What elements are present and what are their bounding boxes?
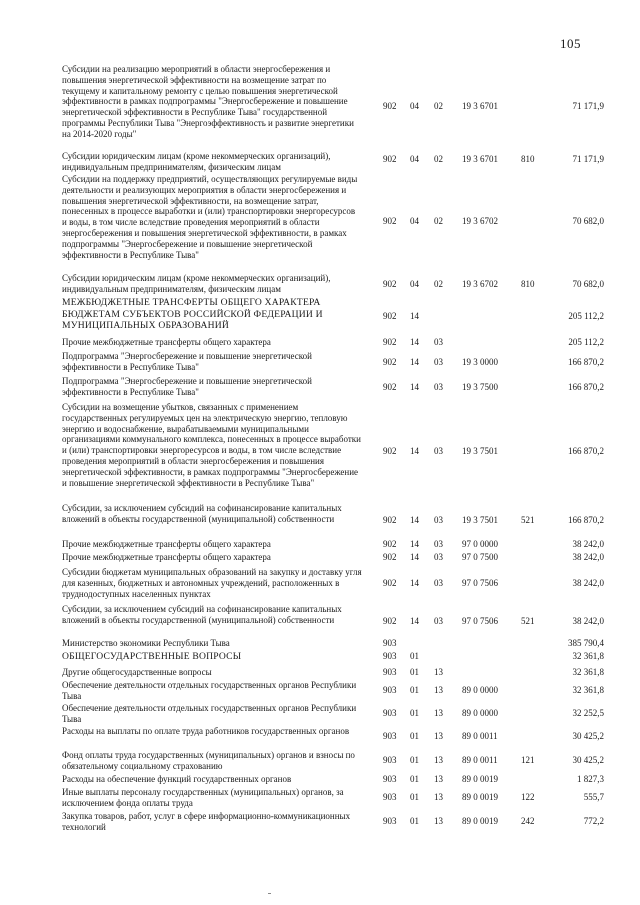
section-code: 14	[410, 357, 419, 367]
ved-code: 902	[383, 515, 397, 525]
row-description: Субсидии на возмещение убытков, связанных с применением государственных регулируемых цен на электрическую энергию, тепловую энергию и водоснабжение, вырабатываемыми муниципальными организациями коммунального комплекса, понесенных в процессе выработки и (или) транспортировки энергоресурсов и воды, в том числе вследствие проведения мероприятий в области энергосбережения и повышения энергетической эффективности, в рамках подпрограммы "Энергосбережение и повышение энергетической эффективности в Республике Тыва"	[62, 402, 361, 488]
amount: 32 361,8	[572, 651, 604, 661]
target-article-code: 97 0 7506	[462, 578, 498, 588]
amount: 1 827,3	[577, 774, 604, 784]
target-article-code: 89 0 0019	[462, 774, 498, 784]
target-article-code: 19 3 6702	[462, 279, 498, 289]
amount: 772,2	[583, 816, 604, 826]
expense-type-code: 521	[521, 616, 535, 626]
ved-code: 902	[383, 216, 397, 226]
ved-code: 902	[383, 578, 397, 588]
expense-type-code: 242	[521, 816, 535, 826]
amount: 166 870,2	[568, 515, 604, 525]
section-code: 01	[410, 708, 419, 718]
expense-type-code: 521	[521, 515, 535, 525]
table-row	[0, 638, 640, 650]
amount: 205 112,2	[568, 311, 604, 321]
ved-code: 903	[383, 708, 397, 718]
table-row	[0, 651, 640, 665]
subsection-code: 03	[434, 515, 443, 525]
table-row	[0, 552, 640, 564]
table-row	[0, 297, 640, 335]
subsection-code: 02	[434, 216, 443, 226]
subsection-code: 13	[434, 731, 443, 741]
target-article-code: 19 3 7501	[462, 515, 498, 525]
section-code: 01	[410, 651, 419, 661]
subsection-code: 03	[434, 616, 443, 626]
section-code: 14	[410, 539, 419, 549]
table-row	[0, 787, 640, 809]
target-article-code: 89 0 0011	[462, 755, 498, 765]
target-article-code: 97 0 7506	[462, 616, 498, 626]
target-article-code: 89 0 0000	[462, 685, 498, 695]
section-code: 04	[410, 279, 419, 289]
amount: 30 425,2	[572, 755, 604, 765]
scan-speck	[268, 893, 271, 894]
section-code: 14	[410, 311, 419, 321]
row-description: Другие общегосударственные вопросы	[62, 667, 212, 677]
ved-code: 902	[383, 552, 397, 562]
table-row	[0, 726, 640, 748]
row-description: Подпрограмма "Энергосбережение и повышение энергетической эффективности в Республике Тыва"	[62, 351, 312, 372]
target-article-code: 19 3 0000	[462, 357, 498, 367]
subsection-code: 02	[434, 101, 443, 111]
amount: 385 790,4	[568, 638, 604, 648]
row-description: Прочие межбюджетные трансферты общего характера	[62, 552, 271, 562]
amount: 38 242,0	[572, 552, 604, 562]
row-description: Министерство экономики Республики Тыва	[62, 638, 230, 648]
row-description: Прочие межбюджетные трансферты общего характера	[62, 337, 271, 347]
subsection-code: 13	[434, 816, 443, 826]
subsection-code: 13	[434, 774, 443, 784]
row-description: Фонд оплаты труда государственных (муниципальных) органов и взносы по обязательному социальному страхованию	[62, 750, 355, 771]
ved-code: 903	[383, 651, 397, 661]
row-description: Обеспечение деятельности отдельных государственных органов Республики Тыва	[62, 703, 357, 724]
section-code: 14	[410, 578, 419, 588]
table-row	[0, 64, 640, 148]
section-code: 14	[410, 552, 419, 562]
table-row	[0, 376, 640, 398]
table-row	[0, 811, 640, 833]
subsection-code: 02	[434, 154, 443, 164]
table-row	[0, 703, 640, 725]
target-article-code: 19 3 6701	[462, 154, 498, 164]
ved-code: 903	[383, 774, 397, 784]
section-code: 04	[410, 101, 419, 111]
subsection-code: 13	[434, 708, 443, 718]
ved-code: 902	[383, 616, 397, 626]
row-description: ОБЩЕГОСУДАРСТВЕННЫЕ ВОПРОСЫ	[62, 651, 242, 662]
table-row	[0, 337, 640, 349]
amount: 32 361,8	[572, 667, 604, 677]
target-article-code: 19 3 7500	[462, 382, 498, 392]
ved-code: 902	[383, 382, 397, 392]
amount: 205 112,2	[568, 337, 604, 347]
table-row	[0, 667, 640, 679]
row-description: Субсидии, за исключением субсидий на софинансирование капитальных вложений в объекты государственной (муниципальной) собственности	[62, 503, 342, 524]
row-description: Расходы на выплаты по оплате труда работников государственных органов	[62, 726, 350, 736]
section-code: 14	[410, 382, 419, 392]
ved-code: 902	[383, 154, 397, 164]
amount: 70 682,0	[572, 279, 604, 289]
section-code: 01	[410, 816, 419, 826]
table-row	[0, 351, 640, 373]
amount: 166 870,2	[568, 446, 604, 456]
subsection-code: 02	[434, 279, 443, 289]
section-code: 14	[410, 446, 419, 456]
table-row	[0, 539, 640, 551]
subsection-code: 03	[434, 539, 443, 549]
target-article-code: 97 0 0000	[462, 539, 498, 549]
section-code: 14	[410, 616, 419, 626]
subsection-code: 13	[434, 792, 443, 802]
row-description: Субсидии на поддержку предприятий, осуществляющих регулируемые виды деятельности и реализующих мероприятия в области энергосбережения и повышения энергетической эффективности, на возмещение затрат, понесенных в процессе выработки и (или) транспортировки энергоресурсов и воды, в том числе вследствие проведения мероприятий в области энергосбережения и повышения энергетической эффективности, в рамках подпрограммы "Энергосбережение и повышение энергетической эффективности в Республике Тыва"	[62, 174, 358, 260]
section-code: 04	[410, 216, 419, 226]
table-row	[0, 567, 640, 601]
ved-code: 903	[383, 816, 397, 826]
row-description: Прочие межбюджетные трансферты общего характера	[62, 539, 271, 549]
ved-code: 902	[383, 311, 397, 321]
ved-code: 902	[383, 337, 397, 347]
amount: 38 242,0	[572, 539, 604, 549]
ved-code: 902	[383, 446, 397, 456]
expense-type-code: 810	[521, 154, 535, 164]
section-code: 14	[410, 337, 419, 347]
amount: 71 171,9	[572, 154, 604, 164]
subsection-code: 03	[434, 578, 443, 588]
row-description: Подпрограмма "Энергосбережение и повышение энергетической эффективности в Республике Тыва"	[62, 376, 312, 397]
section-code: 01	[410, 774, 419, 784]
amount: 166 870,2	[568, 357, 604, 367]
subsection-code: 13	[434, 685, 443, 695]
row-description: Субсидии юридическим лицам (кроме некоммерческих организаций), индивидуальным предпринимателям, физическим лицам	[62, 151, 331, 172]
amount: 32 361,8	[572, 685, 604, 695]
ved-code: 903	[383, 667, 397, 677]
ved-code: 903	[383, 685, 397, 695]
subsection-code: 13	[434, 667, 443, 677]
subsection-code: 03	[434, 552, 443, 562]
section-code: 04	[410, 154, 419, 164]
target-article-code: 89 0 0019	[462, 792, 498, 802]
subsection-code: 03	[434, 446, 443, 456]
section-code: 01	[410, 685, 419, 695]
amount: 71 171,9	[572, 101, 604, 111]
row-description: Расходы на обеспечение функций государственных органов	[62, 774, 292, 784]
row-description: Субсидии, за исключением субсидий на софинансирование капитальных вложений в объекты государственной (муниципальной) собственности	[62, 604, 342, 625]
row-description: Закупка товаров, работ, услуг в сфере информационно-коммуникационных технологий	[62, 811, 351, 832]
section-code: 01	[410, 731, 419, 741]
ved-code: 903	[383, 731, 397, 741]
ved-code: 902	[383, 539, 397, 549]
target-article-code: 19 3 6702	[462, 216, 498, 226]
table-row	[0, 774, 640, 786]
amount: 32 252,5	[572, 708, 604, 718]
subsection-code: 03	[434, 382, 443, 392]
target-article-code: 19 3 7501	[462, 446, 498, 456]
section-code: 01	[410, 755, 419, 765]
row-description: МЕЖБЮДЖЕТНЫЕ ТРАНСФЕРТЫ ОБЩЕГО ХАРАКТЕРА БЮДЖЕТАМ СУБЪЕКТОВ РОССИЙСКОЙ ФЕДЕРАЦИИ И МУНИЦИПАЛЬНЫХ ОБРАЗОВАНИЙ	[62, 297, 323, 332]
target-article-code: 89 0 0011	[462, 731, 498, 741]
table-row	[0, 402, 640, 502]
subsection-code: 13	[434, 755, 443, 765]
amount: 38 242,0	[572, 616, 604, 626]
section-code: 01	[410, 667, 419, 677]
amount: 38 242,0	[572, 578, 604, 588]
table-row	[0, 750, 640, 772]
table-row	[0, 151, 640, 173]
expense-type-code: 810	[521, 279, 535, 289]
section-code: 01	[410, 792, 419, 802]
ved-code: 903	[383, 792, 397, 802]
table-row	[0, 604, 640, 638]
target-article-code: 19 3 6701	[462, 101, 498, 111]
row-description: Субсидии на реализацию мероприятий в области энергосбережения и повышения энергетической эффективности на возмещение затрат по текущему и капитальному ремонту с целью повышения энергетической эффективности в рамках подпрограммы "Энергосбережение и повышение энергетической эффективности в Республике Тыва" государственной программы Республики Тыва "Энергоэффективность и развитие энергетики на 2014-2020 годы"	[62, 64, 354, 139]
table-row	[0, 503, 640, 537]
amount: 166 870,2	[568, 382, 604, 392]
table-row	[0, 174, 640, 274]
amount: 555,7	[583, 792, 604, 802]
table-row	[0, 273, 640, 295]
ved-code: 902	[383, 279, 397, 289]
amount: 30 425,2	[572, 731, 604, 741]
target-article-code: 89 0 0000	[462, 708, 498, 718]
row-description: Субсидии юридическим лицам (кроме некоммерческих организаций), индивидуальным предпринимателям, физическим лицам	[62, 273, 331, 294]
ved-code: 903	[383, 638, 397, 648]
table-row	[0, 680, 640, 702]
ved-code: 903	[383, 755, 397, 765]
subsection-code: 03	[434, 357, 443, 367]
ved-code: 902	[383, 101, 397, 111]
subsection-code: 03	[434, 337, 443, 347]
amount: 70 682,0	[572, 216, 604, 226]
row-description: Субсидии бюджетам муниципальных образований на закупку и доставку угля для казенных, бюджетных и автономных учреждений, расположенных в труднодоступных населенных пунктах	[62, 567, 362, 599]
expense-type-code: 121	[521, 755, 535, 765]
target-article-code: 97 0 7500	[462, 552, 498, 562]
target-article-code: 89 0 0019	[462, 816, 498, 826]
section-code: 14	[410, 515, 419, 525]
expense-type-code: 122	[521, 792, 535, 802]
page-number: 105	[560, 36, 581, 51]
row-description: Иные выплаты персоналу государственных (муниципальных) органов, за исключением фонда оплаты труда	[62, 787, 344, 808]
row-description: Обеспечение деятельности отдельных государственных органов Республики Тыва	[62, 680, 357, 701]
ved-code: 902	[383, 357, 397, 367]
